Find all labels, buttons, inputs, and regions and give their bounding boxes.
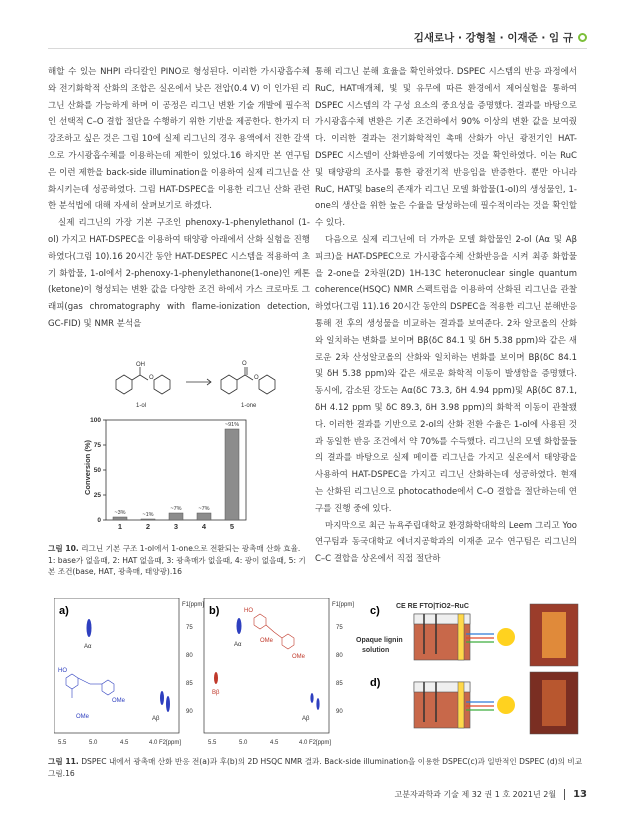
panel-a-f1-label: F1[ppm] [182,602,205,608]
panel-a-ome-1: OMe [112,698,126,704]
left-paragraph-1: 해할 수 있는 NHPI 라디칼인 PINO로 형성된다. 이러한 가시광흡수체와 전기화학적 산화의 조합은 실온에서 낮은 전압(0.4 V) 이 인가된 리그닌 산화를 가능하게 하며 이 공정은 리그닌 변환 기술 개발에 필수적인 선택적 C–O 결합 절단을 수행하기 위한 기반을 제공한다. 한가지 더 강조하고 싶은 것은 그림 10에 실제 리그닌의 경우 용액에서 진한 갈색으로 가시광흡수체를 이용하는데 제한이 있었다.16 하지만 본 연구팀은 이런 제한을 back-side illumination을 이용하여 실제 리그닌을 산화시키는데 성공하였다. 그림 HAT-DSPEC을 이용한 리그닌 산화 관련한 분석법에 대해 자세히 살펴보기로 하겠다. [48,67,310,212]
panel-b-ome-2: OMe [260,638,274,644]
bar-data-label: ~7% [198,506,210,512]
panel-a-xtick: 5.5 [58,740,67,746]
left-paragraph-2: 실제 리그닌의 가장 기본 구조인 phenoxy-1-phenylethanol (1-ol) 가지고 HAT-DSPEC을 이용하여 태양광 아래에서 산화 실험을 진행하였다(그림 10).16 20시간 동안 HAT-DESPEC 시스템을 적용하여 초기 화합물, 1-ol에서 2-phenoxy-1-phenylethanone(1-one)인 케톤(ketone)이 형성되는 변환 값을 다양한 조건 하에서 가스 크로마토 그래피(gas chromatography with flame-ionization detection, GC-FID) 및 NMR 분석을 [48,218,310,329]
panel-a-ytick: 90 [186,709,193,715]
svg-text:O: O [242,361,247,367]
x-tick-label: 3 [173,522,179,530]
panel-b-f1-label: F1[ppm] [332,602,355,608]
peak-b-beta-new [214,672,218,684]
conversion-bar-chart [83,417,246,530]
panel-b-xtick: 4.5 [270,740,279,746]
right-paragraph-2: 다음으로 실제 리그닌에 더 가까운 모델 화합물인 2-ol (Aα 및 Aβ 피크)을 HAT-DSPEC으로 가시광흡수체 산화반응을 시켜 최종 화합물을 2-one을 2차원(2D) 1H-13C heteronuclear single quantum coherence(HSQC) NMR 스펙트럼을 이용하여 산화된 리그닌을 관찰하였다(그림 11).16 20시간 동안의 DSPEC을 적용한 리그닌 분해반응 통해 전 후의 생성물을 비교하는 결과를 보여준다. 2차 알코올의 산화와 일치하는 변화를 보이며 Bβ(δC 84.1 및 δH 5.38 ppm)와 같은 새로운 2차 산성알코올의 산화와 일치하는 변화를 보이며 Bβ(δC 84.1 및 δH 5.38 ppm)와 같은 새로운 화학적 이동이 발생함을 증명했다. 동시에, 감소된 강도는 Aα(δC 73.3, δH 4.94 ppm)및 Aβ(δC 87.1, δH 4.12 ppm 및 δC 89.3, δH 3.98 ppm)의 화학적 이동이 관찰됐다. 이러한 결과를 기반으로 2-ol의 산화 전환 수율은 1-ol에 사용된 것과 동일한 반응 조건에서 약 70%를 수득했다. 리그닌의 모델 화합물들의 결과를 바탕으로 실제 메이플 리그닌을 가지고 실온에서 태양광을 사용하여 HAT-DSPEC을 가지고 리그닌 산화하는데 성공하였다. 현재는 산화된 리그닌으로 photocathode에서 C–O 결합을 절단하는데 연구를 진행 중에 있다. [315,234,577,514]
panel-b-ytick: 75 [336,625,343,631]
right-column [315,64,577,568]
sun-icon-d [497,696,515,714]
figure-10-graphic [56,360,306,530]
bar-3 [169,513,183,520]
panel-d-label: d) [370,677,381,689]
bar-5 [225,429,239,520]
panel-c-label: c) [370,605,380,617]
peak-b-abeta-1 [310,693,313,703]
dspec-panel-c [356,603,578,666]
y-tick-label: 0 [97,517,101,524]
panel-a-ytick: 85 [186,681,193,687]
sun-icon-c [497,628,515,646]
product-ring-2 [259,375,275,394]
running-header [414,30,587,45]
svg-text:O: O [149,375,154,381]
panel-b-ome-1: OMe [292,654,306,660]
peak-a-beta-label: Aβ [152,716,160,722]
figure-11-caption [48,756,588,779]
right-paragraph-3: 마지막으로 최근 뉴욕주립대학교 환경화학대학의 Leem 그리고 Yoo 연구팀과 동국대학교 에너지공학과의 이재준 교수 연구팀은 리그닌의 C–C 결합을 상온에서 직접 절단하 [315,520,577,565]
panel-b-ho-label: HO [244,608,253,614]
product-ring-1 [221,375,237,394]
panel-b-ytick: 90 [336,709,343,715]
photoanode-c [458,614,464,660]
lignin-label: Opaque lignin [356,637,403,644]
lignin-label-2: solution [362,647,390,654]
bar-4 [197,513,211,520]
figure-11-caption-text: DSPEC 내에서 광촉매 산화 반응 전(a)과 후(b)의 2D HSQC NMR 결과. Back-side illumination을 이용한 DSPEC(c)과 일반적인 DSPEC (d)의 비교 그림.16 [48,757,583,778]
peak-a-beta-1 [160,691,164,705]
figure-10-caption-text: 리그닌 기본 구조 1-ol에서 1-one으로 전환되는 광촉매 산화 효율. 1: base가 없을때, 2: HAT 없을때, 3: 광촉매가 없을때, 4: 광이 없을때, 5: 기본 조건(base, HAT, 광촉매, 태양광).16 [48,544,306,576]
panel-b-ytick: 80 [336,653,343,659]
header-authors: 김새로나 · 강형철 · 이재준 · 임 규 [413,32,573,44]
peak-a-beta-2 [166,696,170,712]
reactant-label: 1-ol [136,403,147,409]
x-tick-label: 5 [229,522,235,530]
product-label: 1-one [241,403,257,409]
panel-a-ho-label: HO [58,668,67,674]
hsqc-panel-a [54,598,204,746]
panel-a-ome-2: OMe [76,714,90,720]
panel-a-ytick: 80 [186,653,193,659]
svg-text:O: O [254,375,259,381]
figure-11-caption-label: 그림 11. [48,757,79,766]
page-footer [395,789,587,800]
dspec-panel-d [370,672,578,734]
header-circle-icon [578,33,587,42]
figure-10-caption-label: 그림 10. [48,544,79,553]
reaction-scheme [116,367,275,394]
x-tick-label: 2 [145,522,151,530]
peak-b-abeta-label: Aβ [302,716,310,722]
footer-journal: 고분자과학과 기술 제 32 권 1 호 2021년 2월 [394,790,557,799]
panel-a-label: a) [59,605,69,617]
figure-10 [56,360,306,530]
hsqc-panel-b [204,598,354,746]
bar-data-label: ~1% [142,512,154,518]
panel-b-label: b) [209,605,220,617]
right-paragraph-1: 통해 리그닌 분해 효율을 확인하였다. DSPEC 시스템의 반응 과정에서 RuC, HAT매개체, 빛 및 유무에 따른 환경에서 제어실험을 통하여 DSPEC 시스템의 각 구성 요소의 중요성을 증명했다. 결과를 바탕으로 가시광흡수체 변환은 기존 조건하에서 90% 이상의 변환 값을 보여줬다. 이러한 결과는 전기화학적인 촉매 산화가 아닌 광전기인 HAT-DSPEC 시스템이 산화반응에 기여했다는 것을 확인하였다. 이는 RuC 및 태양광의 조사를 통한 광전기적 반응임을 반증한다. 뿐만 아니라 RuC, HAT및 base의 존재가 리그닌 모델 화합물(1-ol)의 생성물인, 1-one의 생산을 위한 높은 수율을 달성하는데 필수적이라는 것을 확인할 수 있다. [315,67,577,229]
panel-a-ytick: 75 [186,625,193,631]
bar-data-label: ~91% [224,422,240,428]
x-tick-label: 4 [201,522,207,530]
svg-text:OH: OH [136,362,145,368]
reactant-ring-1 [116,375,132,394]
bar-2 [141,519,155,520]
peak-b-abeta-2 [316,698,319,710]
electrode-label: CE RE FTO|TiO2–RuC [396,603,469,610]
chart-ylabel: Conversion (%) [83,439,92,495]
peak-a-alpha [87,619,92,637]
x-tick-label: 1 [117,522,123,530]
y-tick-label: 50 [93,467,101,474]
bar-data-label: ~7% [170,506,182,512]
peak-a-alpha-label: Aα [84,644,92,650]
left-column [48,64,310,333]
panel-a-f2-label: 4.0 F2[ppm] [149,740,182,746]
figure-10-caption [48,543,310,578]
bar-data-label: ~3% [114,510,126,516]
header-divider [48,48,587,49]
page-number: 13 [564,789,587,800]
peak-b-beta-label: Bβ [212,690,220,696]
peak-b-alpha-label: Aα [234,642,242,648]
y-tick-label: 25 [93,492,101,499]
panel-b-xtick: 5.0 [239,740,248,746]
figure-11-graphic [54,598,584,748]
figure-11 [54,598,584,748]
bar-1 [113,517,127,520]
photoanode-d [458,682,464,728]
y-tick-label: 75 [93,442,101,449]
panel-b-ytick: 85 [336,681,343,687]
panel-b-f2-label: 4.0 F2[ppm] [299,740,332,746]
panel-a-xtick: 4.5 [120,740,129,746]
peak-b-alpha [237,618,242,634]
panel-a-xtick: 5.0 [89,740,98,746]
y-tick-label: 100 [90,417,101,424]
panel-b-xtick: 5.5 [208,740,217,746]
reactant-ring-2 [154,375,170,394]
